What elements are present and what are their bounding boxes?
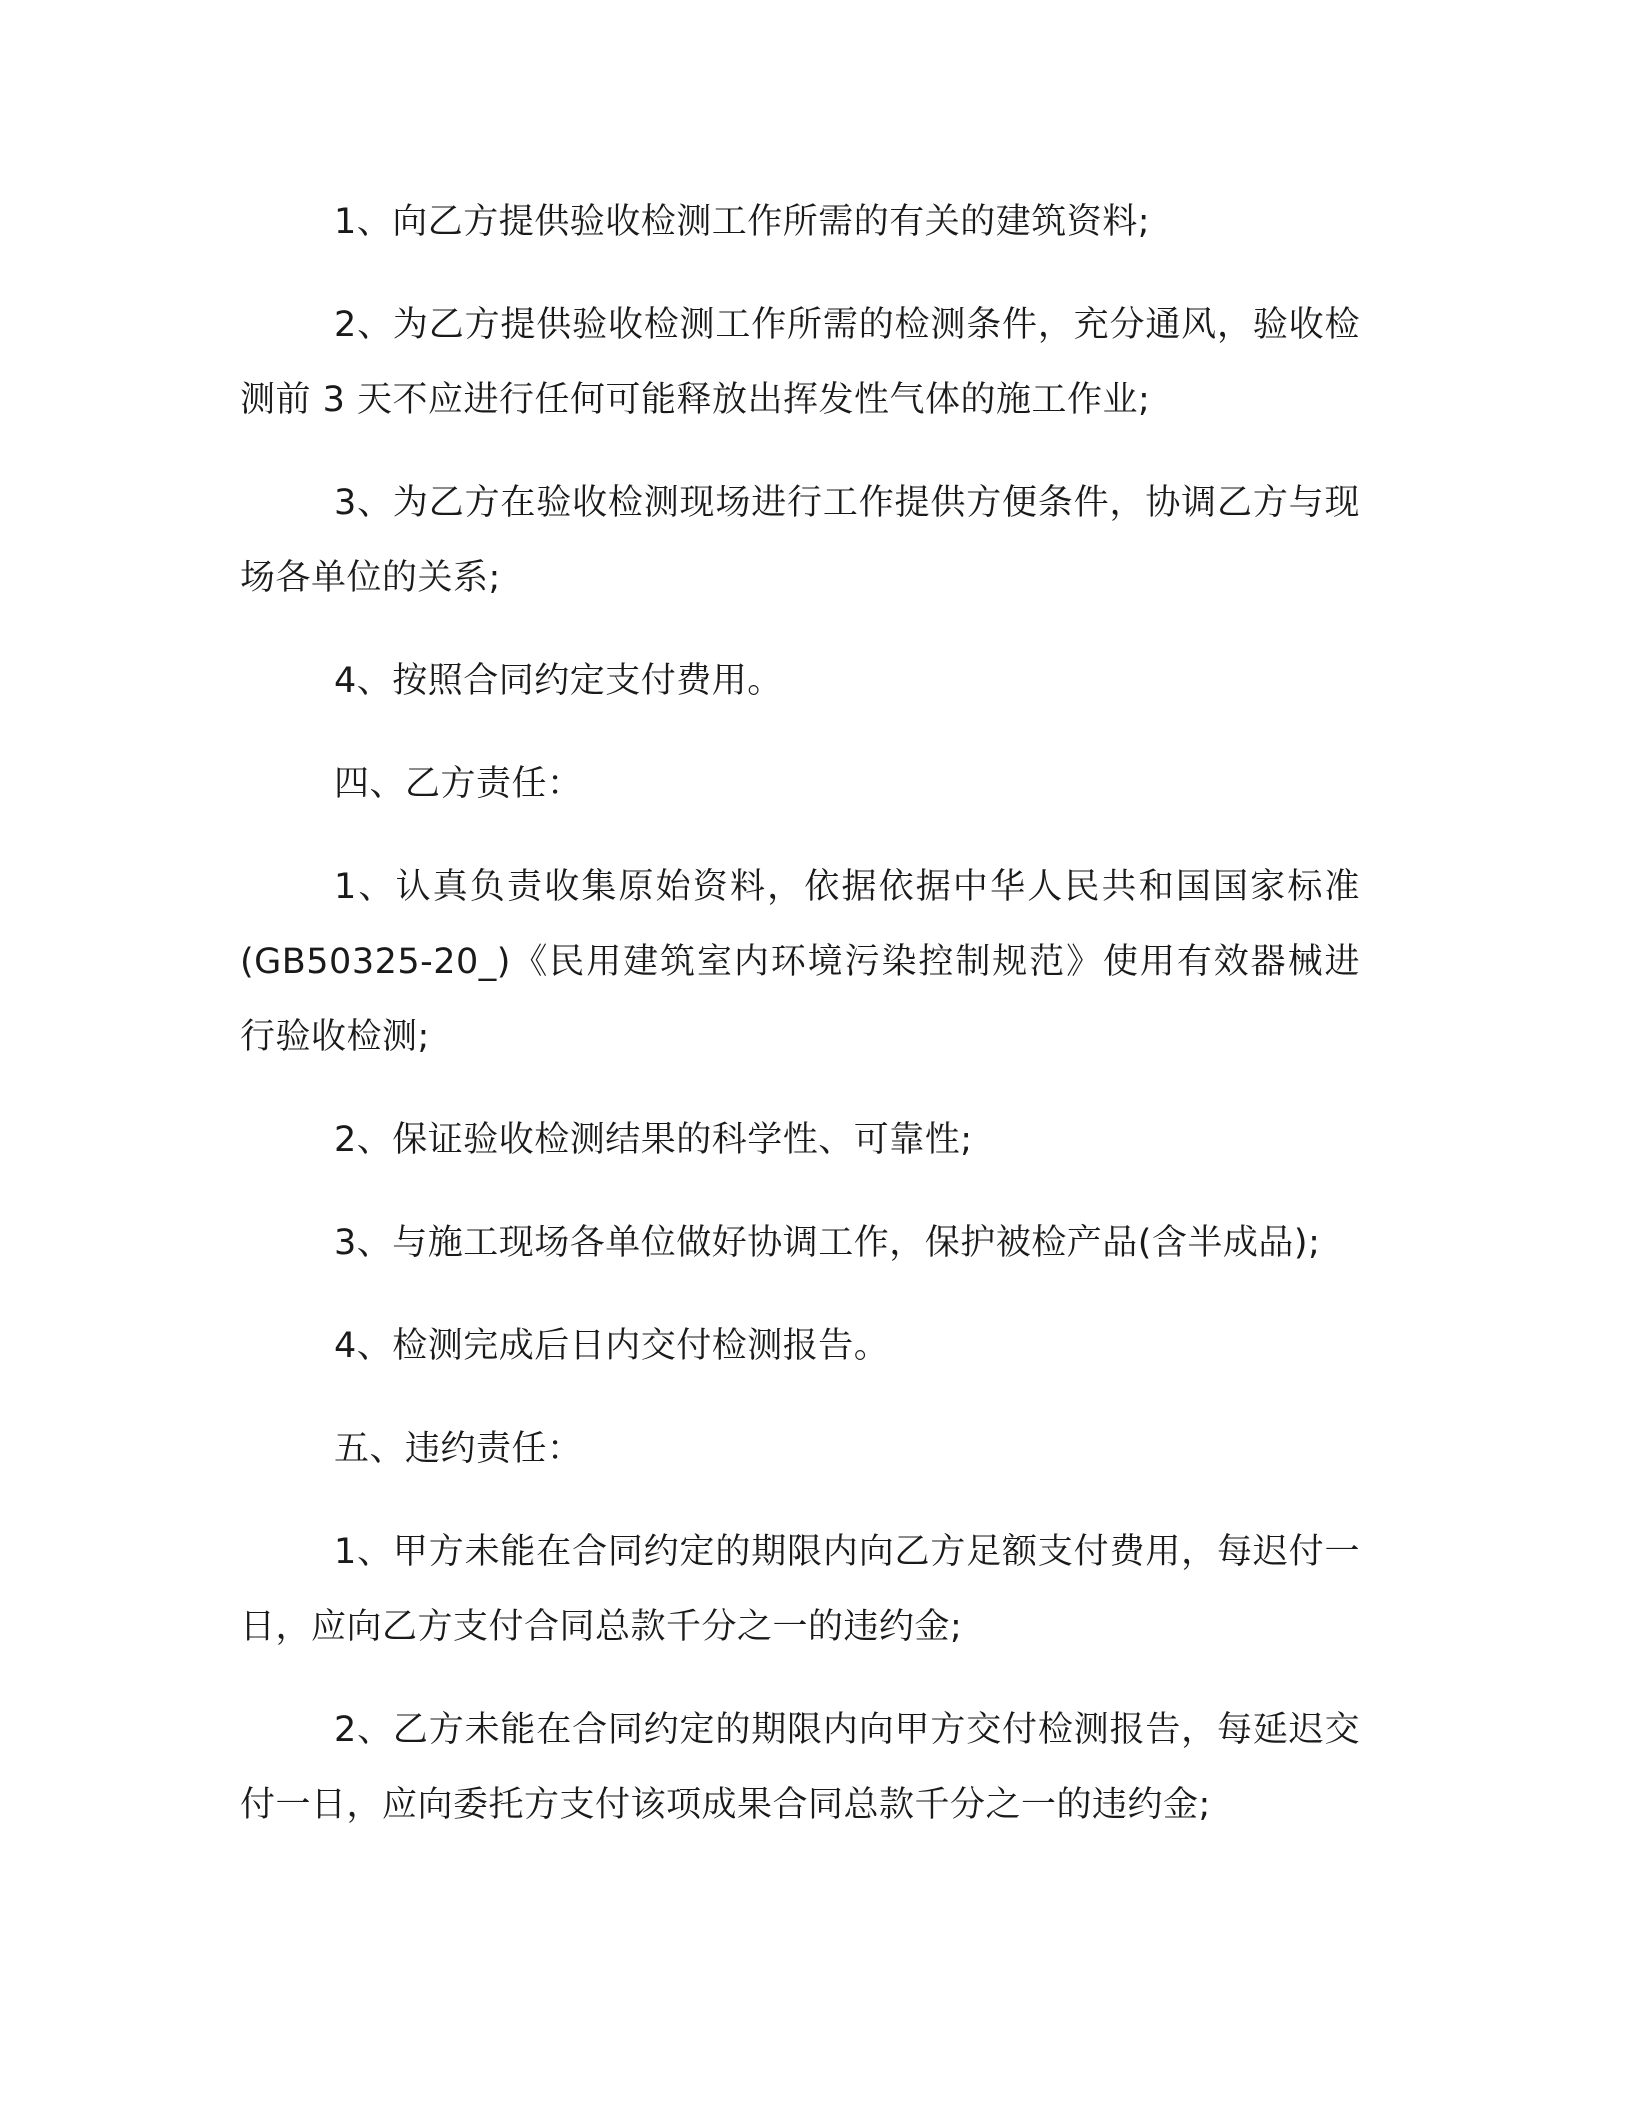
clause-party-b-3: 3、与施工现场各单位做好协调工作，保护被检产品(含半成品);: [334, 1223, 1321, 1263]
clause-party-a-4: 4、按照合同约定支付费用。: [334, 661, 783, 701]
clause-party-a-3: 3、为乙方在验收检测现场进行工作提供方便条件，协调乙方与现场各单位的关系;: [240, 483, 1360, 598]
clause-party-b-2: 2、保证验收检测结果的科学性、可靠性;: [334, 1120, 973, 1160]
clause-breach-2: 2、乙方未能在合同约定的期限内向甲方交付检测报告，每延迟交付一日，应向委托方支付该项成果合同总款千分之一的违约金;: [240, 1710, 1360, 1825]
clause-party-a-1: 1、向乙方提供验收检测工作所需的有关的建筑资料;: [334, 202, 1151, 242]
clause-party-b-1: 1、认真负责收集原始资料，依据依据中华人民共和国国家标准(GB50325-20_)《民用建筑室内环境污染控制规范》使用有效器械进行验收检测;: [240, 867, 1360, 1057]
document-body: [240, 185, 1360, 1871]
section-heading-breach: 五、违约责任：: [334, 1429, 583, 1469]
clause-party-b-4: 4、检测完成后日内交付检测报告。: [334, 1326, 890, 1366]
section-heading-party-b: 四、乙方责任：: [334, 764, 583, 804]
clause-party-a-2: 2、为乙方提供验收检测工作所需的检测条件，充分通风，验收检测前 3 天不应进行任何可能释放出挥发性气体的施工作业;: [240, 305, 1360, 420]
clause-breach-1: 1、甲方未能在合同约定的期限内向乙方足额支付费用，每迟付一日，应向乙方支付合同总款千分之一的违约金;: [240, 1532, 1360, 1647]
